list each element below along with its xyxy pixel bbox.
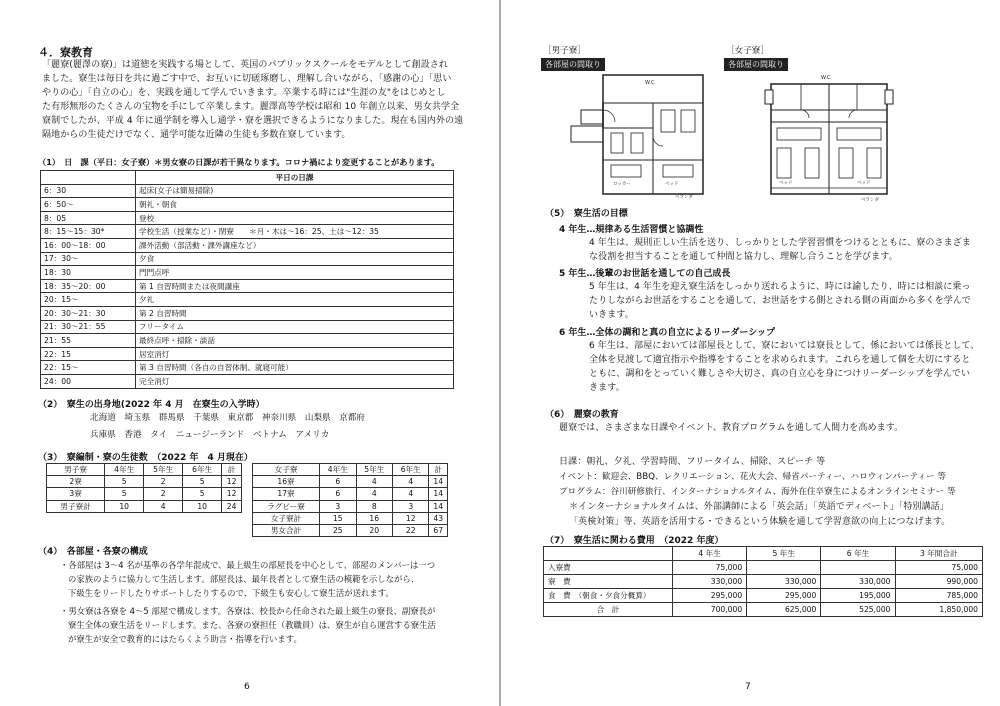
schedule-time: 24：00 — [41, 374, 136, 388]
schedule-header-blank — [41, 171, 136, 185]
girls-dorm-header-cell: 5年生 — [356, 464, 392, 476]
schedule-time: 22：15〜 — [41, 361, 136, 375]
girls-dorm-cell: 4 — [393, 476, 429, 488]
girls-dorm-header-cell: 4年生 — [320, 464, 356, 476]
goal-line: な役割を担当することを通して仲間と協力し、理解し合うことを学びます。 — [589, 252, 898, 262]
girls-dorm-header-cell: 計 — [429, 464, 448, 476]
goal-5-title: 5 年生…後輩のお世話を通しての自己成長 — [559, 269, 731, 279]
cost-row — [544, 603, 983, 617]
boys-dorm-cell: 12 — [222, 476, 242, 488]
cost-cell: 1,850,000 — [895, 603, 982, 617]
cost-table — [543, 546, 983, 617]
edu-line: 日課：朝礼、夕礼、学習時間、フリータイム、掃除、スピーチ 等 — [559, 457, 826, 467]
boys-plan-text: ベッド — [665, 182, 679, 187]
left-page — [0, 0, 499, 706]
boys-dorm-cell: 3寮 — [47, 488, 105, 500]
boys-dorm-cell: 5 — [105, 488, 144, 500]
cost-cell: 990,000 — [895, 575, 982, 589]
bullet-line: ・男女寮は各寮を 4〜5 部屋で構成します。各寮は、校長から任命された最上級生の寮長、副寮長が — [60, 606, 436, 616]
intro-line: 「麗寮(麗澤の寮)」は道徳を実践する場として、英国のパブリックスクールをモデルとして創設され — [42, 60, 449, 70]
section-title: ４．寮教育 — [38, 46, 93, 59]
schedule-time: 8：15〜15：30* — [41, 225, 136, 239]
cost-cell: 330,000 — [821, 575, 895, 589]
boys-dorm-row — [47, 500, 242, 512]
girls-dorm-cell: 17寮 — [253, 488, 320, 500]
girls-dorm-cell: 14 — [429, 476, 448, 488]
cost-cell: 75,000 — [673, 561, 747, 575]
boys-floor-plan — [541, 70, 711, 200]
schedule-time: 17：30〜 — [41, 252, 136, 266]
schedule-time: 20：30〜21：30 — [41, 306, 136, 320]
girls-plan-caption: 各部屋の間取り — [724, 58, 788, 71]
goal-6-text — [589, 339, 989, 395]
boys-dorm-cell: 12 — [222, 488, 242, 500]
girls-dorm-table — [252, 463, 448, 537]
girls-dorm-cell: 22 — [393, 524, 429, 536]
schedule-row — [41, 211, 454, 225]
cost-header-cell — [544, 547, 673, 561]
boys-dorm-cell: 男子寮計 — [47, 500, 105, 512]
cost-cell: 525,000 — [821, 603, 895, 617]
schedule-row — [41, 252, 454, 266]
goal-6-title: 6 年生…全体の調和と真の自立によるリーダーシップ — [559, 328, 776, 338]
schedule-row — [41, 347, 454, 361]
schedule-heading: （1） 日 課（平日：女子寮）＊男女寮の日課が若干異なります。コロナ禍により変更することがあります。 — [38, 157, 440, 167]
boys-plan-caption: 各部屋の間取り — [541, 58, 605, 71]
girls-dorm-cell: 15 — [320, 512, 356, 524]
edu-line: 「英検対策」等、英語を活用する・できるという体験を通して学習意欲の向上につなげます。 — [569, 517, 951, 527]
schedule-activity: 完全消灯 — [136, 374, 454, 388]
schedule-activity: 朝礼・朝食 — [136, 198, 454, 212]
girls-dorm-cell: 43 — [429, 512, 448, 524]
cost-header-cell: 3 年間合計 — [895, 547, 982, 561]
schedule-time: 22：15 — [41, 347, 136, 361]
girls-dorm-row — [253, 476, 448, 488]
schedule-activity: 夕食 — [136, 252, 454, 266]
girls-dorm-cell: 67 — [429, 524, 448, 536]
goal-5-text — [589, 280, 989, 322]
girls-plan-text: ベッド — [857, 181, 871, 186]
count-heading: （3） 寮編制・寮の生徒数 （2022 年 4 月現在） — [38, 453, 253, 463]
schedule-activity: 門門点呼 — [136, 266, 454, 280]
schedule-row — [41, 306, 454, 320]
schedule-activity: 第 3 自習時間（各自の自習体制、就寝可能） — [136, 361, 454, 375]
schedule-row — [41, 334, 454, 348]
girls-dorm-header-cell: 6年生 — [393, 464, 429, 476]
boys-plan-text: ロッカー — [613, 182, 631, 187]
edu-line: ＊インターナショナルタイムは、外部講師による「英会話」「英語でディベート」「特別講話」 — [569, 502, 949, 512]
page-number-right: 7 — [745, 682, 751, 692]
cost-cell: 625,000 — [747, 603, 821, 617]
edu-list — [559, 455, 994, 530]
cost-row — [544, 589, 983, 603]
bullet-line: 寮生全体の寮生活をリードします。また、各寮の寮担任（教職員）は、寮生が自ら運営する寮生活 — [68, 620, 436, 630]
boys-dorm-table — [46, 463, 242, 513]
rooms-bullet-1 — [60, 558, 490, 600]
girls-dorm-cell: 16寮 — [253, 476, 320, 488]
boys-dorm-cell: 10 — [183, 500, 222, 512]
goal-line: たりしながらお世話をすることを通して、お世話をする側とされる側の両面から多くを学んで — [589, 296, 972, 306]
girls-dorm-header-cell: 女子寮 — [253, 464, 320, 476]
girls-dorm-cell: 16 — [356, 512, 392, 524]
page-number-left: 6 — [244, 682, 250, 692]
origin-line-1: 北海道 埼玉県 群馬県 千葉県 東京都 神奈川県 山梨県 京都府 — [90, 413, 366, 423]
goal-line: きます。 — [589, 383, 625, 393]
schedule-activity: 学校生活（授業など）・閉寮 ＊月・木は〜16：25、土は〜12：35 — [136, 225, 454, 239]
intro-line: 寮制でしたが、平成 4 年に通学制を導入し通学・寮を選択できるようになりました。現在も国内外の遠 — [42, 116, 464, 126]
goal-line: ともに、調和をとっていく難しさや大切さ、真の自立心を身につけリーダーシップを学んでい — [589, 369, 971, 379]
schedule-time: 20：15〜 — [41, 293, 136, 307]
girls-dorm-cell: 3 — [320, 500, 356, 512]
goals-heading: （5） 寮生活の目標 — [545, 209, 628, 219]
intro-line: 隔地からの生徒だけでなく、通学可能な近隣の生徒も多数在寮しています。 — [42, 130, 351, 140]
girls-dorm-cell: 4 — [393, 488, 429, 500]
girls-dorm-cell: 12 — [393, 512, 429, 524]
schedule-row — [41, 266, 454, 280]
girls-dorm-cell: 4 — [356, 476, 392, 488]
edu-line: プログラム：谷川研修旅行、インターナショナルタイム、海外在住卒寮生によるオンラインセミナー 等 — [559, 487, 956, 497]
edu-intro: 麗寮では、さまざまな日課やイベント、教育プログラムを通して人間力を高めます。 — [559, 423, 904, 433]
schedule-activity: 登校 — [136, 211, 454, 225]
bullet-line: の家族のように協力して生活します。部屋長は、最年長者として寮生活の模範を示しながら、 — [68, 574, 420, 584]
girls-dorm-cell: 4 — [356, 488, 392, 500]
cost-cell: 195,000 — [821, 589, 895, 603]
goal-line: いきます。 — [589, 310, 634, 320]
schedule-activity: フリータイム — [136, 320, 454, 334]
schedule-activity: 居室消灯 — [136, 347, 454, 361]
boys-dorm-cell: 4 — [144, 500, 183, 512]
edu-heading: （6） 麗寮の教育 — [545, 410, 619, 420]
schedule-activity: 夕礼 — [136, 293, 454, 307]
goal-line: 5 年生は、4 年生を迎え寮生活をしっかり送れるように、時には諭したり、時には相談に乗っ — [589, 282, 971, 292]
girls-dorm-cell: 男女合計 — [253, 524, 320, 536]
girls-dorm-cell: 14 — [429, 500, 448, 512]
boys-dorm-cell: 10 — [105, 500, 144, 512]
cost-cell: 330,000 — [673, 575, 747, 589]
boys-dorm-cell: 5 — [105, 476, 144, 488]
schedule-time: 6：50〜 — [41, 198, 136, 212]
cost-header-cell: 4 年生 — [673, 547, 747, 561]
cost-cell: 寮 費 — [544, 575, 673, 589]
girls-dorm-cell: 20 — [356, 524, 392, 536]
girls-plan-text: ベッド — [779, 181, 793, 186]
girls-dorm-cell: 3 — [393, 500, 429, 512]
girls-dorm-cell: ラグビー寮 — [253, 500, 320, 512]
girls-dorm-cell: 6 — [320, 488, 356, 500]
boys-dorm-cell: 2寮 — [47, 476, 105, 488]
schedule-activity: 課外活動（部活動・課外講座など） — [136, 238, 454, 252]
girls-plan-label: ［女子寮］ — [726, 46, 769, 56]
girls-dorm-cell: 8 — [356, 500, 392, 512]
girls-floor-plan — [763, 70, 903, 204]
schedule-time: 8：05 — [41, 211, 136, 225]
schedule-row — [41, 198, 454, 212]
goal-line: 4 年生は、規則正しい生活を送り、しっかりとした学習習慣をつけるとともに、寮のさまざま — [589, 238, 971, 248]
boys-dorm-cell: 5 — [183, 476, 222, 488]
cost-header-cell: 6 年生 — [821, 547, 895, 561]
cost-cell: 75,000 — [895, 561, 982, 575]
intro-line: ました。寮生は毎日を共に過ごす中で、お互いに切磋琢磨し、理解し合いながら、「感謝の心」「思い — [42, 74, 452, 84]
schedule-time: 21：30〜21：55 — [41, 320, 136, 334]
boys-dorm-header-cell: 男子寮 — [47, 464, 105, 476]
schedule-time: 6：30 — [41, 184, 136, 198]
cost-heading: （7） 寮生活に関わる費用 （2022 年度） — [545, 536, 724, 546]
edu-line: イベント：歓迎会、BBQ、レクリエーション、花火大会、帰省パーティー、ハロウィンパーティー 等 — [559, 472, 947, 482]
girls-dorm-row — [253, 488, 448, 500]
goal-line: 6 年生は、部屋においては部屋長として、寮においては寮長として、係においては係長として、 — [589, 341, 980, 351]
girls-dorm-row — [253, 524, 448, 536]
origin-heading: （2） 寮生の出身地(2022 年 4 月 在寮生の入学時） — [38, 400, 265, 410]
schedule-activity: 第 2 自習時間 — [136, 306, 454, 320]
girls-plan-text: ベランダ — [861, 198, 879, 203]
origin-line-2: 兵庫県 香港 タイ ニュージーランド ベトナム アメリカ — [90, 430, 330, 440]
cost-cell: 295,000 — [673, 589, 747, 603]
schedule-row — [41, 225, 454, 239]
girls-plan-text: W.C — [821, 75, 831, 81]
schedule-activity: 最終点呼・掃除・談話 — [136, 334, 454, 348]
cost-cell: 食 費 （朝食・夕食分概算） — [544, 589, 673, 603]
intro-line: やりの心」「自立の心」を、実践を通して学んでいきます。卒業する時には"生涯の友"をはじめとし — [42, 88, 446, 98]
boys-dorm-row — [47, 488, 242, 500]
schedule-row — [41, 320, 454, 334]
cost-cell: 785,000 — [895, 589, 982, 603]
girls-dorm-cell: 6 — [320, 476, 356, 488]
schedule-row — [41, 361, 454, 375]
schedule-title: 平日の日課 — [136, 171, 454, 185]
cost-cell: 295,000 — [747, 589, 821, 603]
schedule-table — [40, 170, 454, 389]
right-page — [501, 0, 1000, 706]
intro-paragraph — [42, 58, 487, 142]
boys-dorm-header-cell: 6年生 — [183, 464, 222, 476]
cost-row — [544, 575, 983, 589]
boys-plan-label: ［男子寮］ — [543, 46, 586, 56]
boys-dorm-row — [47, 476, 242, 488]
schedule-time: 16：00〜18：00 — [41, 238, 136, 252]
boys-dorm-header-cell: 4年生 — [105, 464, 144, 476]
boys-dorm-cell: 2 — [144, 476, 183, 488]
cost-header-cell: 5 年生 — [747, 547, 821, 561]
rooms-bullet-2 — [60, 604, 490, 646]
boys-dorm-cell: 5 — [183, 488, 222, 500]
cost-row — [544, 561, 983, 575]
bullet-line: ・各部屋は 3〜4 名が基準の各学年混成で、最上級生の部屋長を中心として、部屋のメンバーは一つ — [60, 560, 436, 570]
cost-cell — [747, 561, 821, 575]
schedule-row — [41, 184, 454, 198]
boys-dorm-header-cell: 計 — [222, 464, 242, 476]
schedule-time: 18：30 — [41, 266, 136, 280]
girls-dorm-cell: 25 — [320, 524, 356, 536]
bullet-line: が寮生が安全で教育的にはたらくよう助言・指導を行います。 — [68, 634, 302, 644]
goal-line: 全体を見渡して適宜指示や指導をすることを求められます。これらを通して個を大切にすると — [589, 355, 971, 365]
schedule-activity: 第 1 自習時間または夜間講座 — [136, 279, 454, 293]
boys-plan-text: ベランダ — [675, 195, 693, 200]
boys-dorm-cell: 24 — [222, 500, 242, 512]
rooms-heading: （4） 各部屋・各寮の構成 — [38, 547, 148, 557]
girls-dorm-cell: 女子寮計 — [253, 512, 320, 524]
boys-dorm-cell: 2 — [144, 488, 183, 500]
girls-dorm-cell: 14 — [429, 488, 448, 500]
intro-line: た有形無形のたくさんの宝物を手にして卒業します。麗澤高等学校は昭和 10 年創立以来、男女共学全 — [42, 102, 460, 112]
schedule-row — [41, 279, 454, 293]
schedule-time: 18：35〜20：00 — [41, 279, 136, 293]
schedule-row — [41, 374, 454, 388]
schedule-row — [41, 293, 454, 307]
cost-cell: 入寮費 — [544, 561, 673, 575]
boys-dorm-header-cell: 5年生 — [144, 464, 183, 476]
cost-cell: 330,000 — [747, 575, 821, 589]
goal-4-text — [589, 236, 989, 264]
schedule-activity: 起床(女子は簡易掃除) — [136, 184, 454, 198]
bullet-line: 下級生をリードしたりサポートしたりするので、下級生も安心して寮生活が送れます。 — [68, 588, 394, 598]
schedule-row — [41, 238, 454, 252]
cost-cell: 合 計 — [544, 603, 673, 617]
cost-cell: 700,000 — [673, 603, 747, 617]
goal-4-title: 4 年生…規律ある生活習慣と協調性 — [559, 225, 704, 235]
schedule-time: 21：55 — [41, 334, 136, 348]
boys-plan-text: W.C — [645, 80, 655, 86]
cost-cell — [821, 561, 895, 575]
girls-dorm-row — [253, 512, 448, 524]
girls-dorm-row — [253, 500, 448, 512]
